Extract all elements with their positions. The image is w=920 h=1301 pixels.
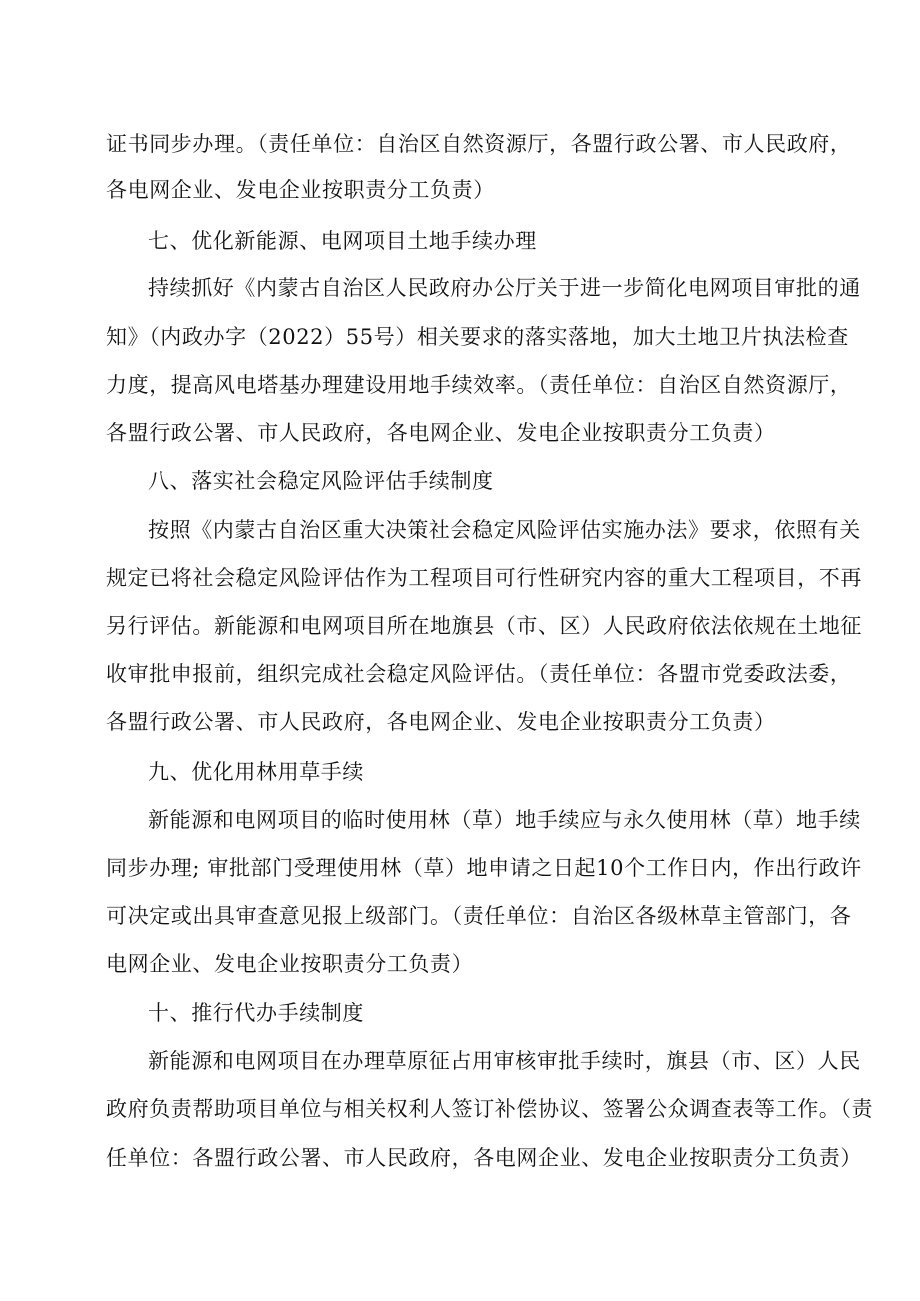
text-line: 知》（内政办字（2022）55号）相关要求的落实落地，加大土地卫片执法检查 — [106, 325, 849, 349]
text-line: 证书同步办理。（责任单位：自治区自然资源厅，各盟行政公署、市人民政府， — [106, 132, 852, 156]
text-line: 电网企业、发电企业按职责分工负责） — [106, 952, 474, 976]
text-line: 规定已将社会稳定风险评估作为工程项目可行性研究内容的重大工程项目，不再 — [106, 566, 862, 590]
text-line: 任单位：各盟行政公署、市人民政府，各电网企业、发电企业按职责分工负责） — [106, 1146, 862, 1170]
section-heading-7: 七、优化新能源、电网项目土地手续办理 — [148, 229, 537, 253]
text-line: 新能源和电网项目的临时使用林（草）地手续应与永久使用林（草）地手续 — [148, 808, 861, 832]
text-line: 各电网企业、发电企业按职责分工负责） — [106, 178, 495, 202]
section-heading-8: 八、落实社会稳定风险评估手续制度 — [148, 469, 494, 493]
text-line: 收审批申报前，组织完成社会稳定风险评估。（责任单位：各盟市党委政法委， — [106, 662, 852, 686]
text-line: 各盟行政公署、市人民政府，各电网企业、发电企业按职责分工负责） — [106, 710, 776, 734]
text-line: 各盟行政公署、市人民政府，各电网企业、发电企业按职责分工负责） — [106, 421, 776, 445]
section-heading-10: 十、推行代办手续制度 — [148, 1001, 364, 1025]
text-line: 可决定或出具审查意见报上级部门。（责任单位：自治区各级林草主管部门，各 — [106, 904, 852, 928]
text-line: 政府负责帮助项目单位与相关权利人签订补偿协议、签署公众调查表等工作。（责 — [106, 1097, 874, 1121]
text-line: 力度，提高风电塔基办理建设用地手续效率。（责任单位：自治区自然资源厅， — [106, 373, 852, 397]
text-line: 新能源和电网项目在办理草原征占用审核审批手续时，旗县（市、区）人民 — [148, 1049, 861, 1073]
text-line: 另行评估。新能源和电网项目所在地旗县（市、区）人民政府依法依规在土地征 — [106, 614, 862, 638]
text-line: 同步办理; 审批部门受理使用林（草）地申请之日起10个工作日内，作出行政许 — [106, 856, 862, 880]
section-heading-9: 九、优化用林用草手续 — [148, 760, 364, 784]
text-line: 持续抓好《内蒙古自治区人民政府办公厅关于进一步简化电网项目审批的通 — [148, 276, 861, 300]
text-line: 按照《内蒙古自治区重大决策社会稳定风险评估实施办法》要求，依照有关 — [148, 518, 861, 542]
